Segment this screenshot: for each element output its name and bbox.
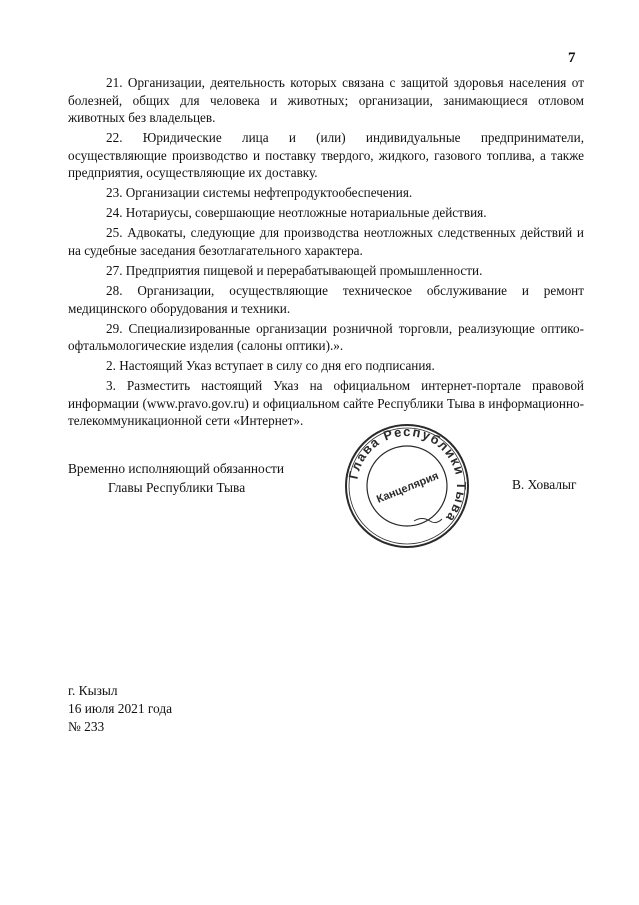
document-body (68, 74, 584, 432)
stamp-ring-text: Глава Республики Тыва (345, 423, 470, 526)
stamp-center-text: Канцелярия (374, 469, 441, 506)
paragraph-publish: 3. Разместить настоящий Указ на официальном интернет-портале правовой информации (www.pravo.gov.ru) и официальном сайте Республики Тыва в информационно-телекоммуникационной сети «Интернет». (68, 378, 584, 429)
page-number: 7 (568, 50, 576, 66)
paragraph-21: 21. Организации, деятельность которых связана с защитой здоровья населения от болезней, общих для человека и животных; организации, занимающиеся отловом животных без владельцев. (68, 75, 584, 125)
paragraph-25: 25. Адвокаты, следующие для производства неотложных следственных действий и на судебные заседания безотлагательного характера. (68, 225, 584, 258)
paragraph-22: 22. Юридические лица и (или) индивидуальные предприниматели, осуществляющие производство и поставку твердого, жидкого, газового топлива, а также предприятия, осуществляющие их доставку. (68, 130, 584, 181)
paragraph-24: 24. Нотариусы, совершающие неотложные нотариальные действия. (106, 205, 487, 221)
signer-name: В. Ховалыг (512, 477, 577, 492)
footer-city: г. Кызыл (68, 683, 118, 698)
official-stamp-icon (344, 423, 470, 549)
footer-number: № 233 (68, 719, 105, 734)
paragraph-28: 28. Организации, осуществляющие техническое обслуживание и ремонт медицинского оборудования и техники. (68, 283, 584, 316)
signature-position-line1: Временно исполняющий обязанности (68, 461, 285, 476)
signature-position-line2: Главы Республики Тыва (108, 480, 246, 495)
paragraph-effective: 2. Настоящий Указ вступает в силу со дня его подписания. (106, 358, 435, 374)
footer-date: 16 июля 2021 года (68, 701, 173, 716)
paragraph-29: 29. Специализированные организации розничной торговли, реализующие оптико-офтальмологические изделия (салоны оптики).». (68, 320, 584, 354)
svg-text:Глава Республики Тыва (345, 424, 469, 526)
document-footer (68, 682, 172, 736)
paragraph-27: 27. Предприятия пищевой и перерабатывающей промышленности. (106, 262, 483, 278)
paragraph-23: 23. Организации системы нефтепродуктообеспечения. (106, 185, 413, 201)
signature-position (68, 459, 284, 497)
